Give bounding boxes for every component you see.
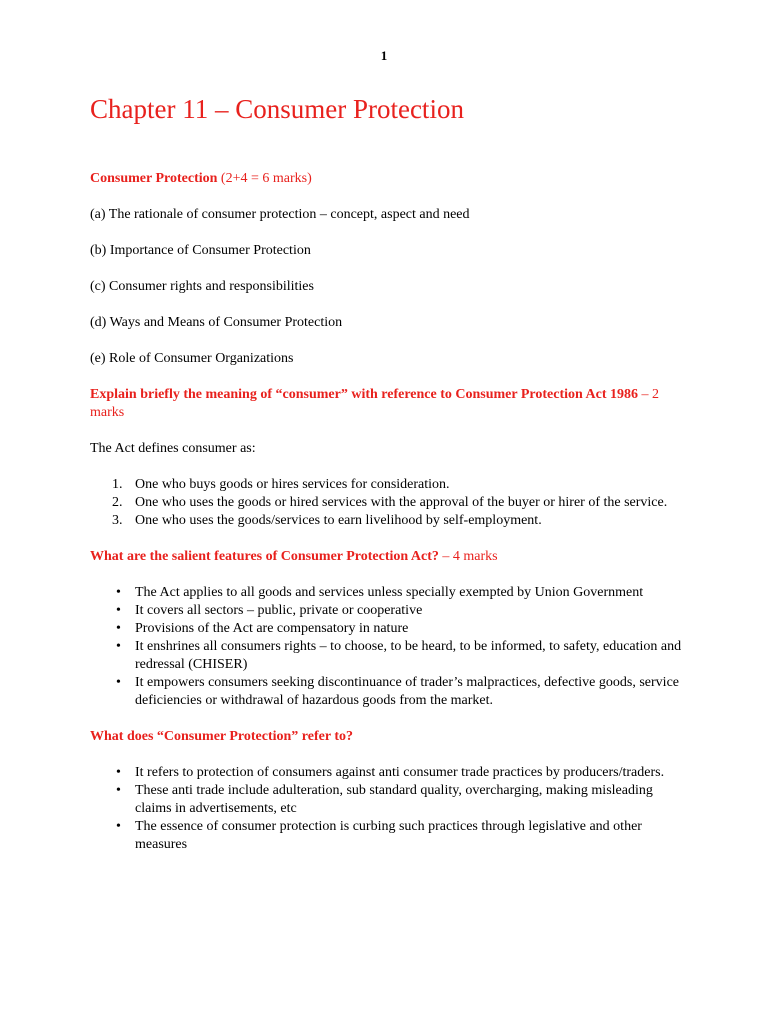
question-heading-consumer-meaning bbox=[90, 386, 690, 422]
bullet-icon: • bbox=[116, 585, 121, 600]
question-text: Explain briefly the meaning of “consumer” with reference to Consumer Protection Act 1986 bbox=[90, 387, 639, 402]
page-number: 1 bbox=[380, 48, 388, 63]
list-item-text: These anti trade include adulteration, sub standard quality, overcharging, making misleading claims in advertisements, etc bbox=[135, 783, 653, 816]
document-body bbox=[90, 91, 690, 872]
syllabus-heading bbox=[90, 170, 690, 188]
consumer-definition-intro: The Act defines consumer as: bbox=[90, 441, 256, 456]
list-item bbox=[90, 638, 690, 674]
list-item bbox=[90, 584, 690, 602]
salient-features-list bbox=[90, 584, 690, 710]
list-item bbox=[90, 494, 690, 512]
question-text: What are the salient features of Consumer Protection Act? bbox=[90, 549, 439, 564]
syllabus-item: (b) Importance of Consumer Protection bbox=[90, 243, 311, 258]
list-item bbox=[90, 674, 690, 710]
bullet-icon: • bbox=[116, 675, 121, 690]
list-item bbox=[90, 764, 690, 782]
consumer-definition-list bbox=[90, 476, 690, 530]
syllabus-item: (a) The rationale of consumer protection – concept, aspect and need bbox=[90, 207, 470, 222]
list-number: 2. bbox=[112, 495, 123, 510]
list-number: 3. bbox=[112, 513, 123, 528]
syllabus-heading-marks: (2+4 = 6 marks) bbox=[217, 171, 312, 186]
list-item-text: It refers to protection of consumers against anti consumer trade practices by producers/traders. bbox=[135, 765, 665, 780]
question-heading-consumer-protection bbox=[90, 728, 690, 746]
list-item bbox=[90, 782, 690, 818]
list-item-text: It empowers consumers seeking discontinuance of trader’s malpractices, defective goods, service deficiencies or withdrawal of hazardous goods from the market. bbox=[135, 675, 679, 708]
bullet-icon: • bbox=[116, 819, 121, 834]
list-number: 1. bbox=[112, 477, 123, 492]
syllabus-item: (e) Role of Consumer Organizations bbox=[90, 351, 294, 366]
question-marks: – 4 marks bbox=[438, 549, 498, 564]
bullet-icon: • bbox=[116, 765, 121, 780]
list-item-text: Provisions of the Act are compensatory in nature bbox=[135, 621, 409, 636]
question-heading-salient-features bbox=[90, 548, 690, 566]
list-item bbox=[90, 602, 690, 620]
list-item-text: One who buys goods or hires services for consideration. bbox=[135, 477, 450, 492]
consumer-protection-list bbox=[90, 764, 690, 854]
list-item-text: It covers all sectors – public, private or cooperative bbox=[135, 603, 423, 618]
syllabus-heading-title: Consumer Protection bbox=[90, 171, 218, 186]
chapter-title: Chapter 11 – Consumer Protection bbox=[90, 94, 464, 124]
list-item bbox=[90, 620, 690, 638]
bullet-icon: • bbox=[116, 621, 121, 636]
bullet-icon: • bbox=[116, 603, 121, 618]
list-item-text: The essence of consumer protection is curbing such practices through legislative and other measures bbox=[135, 819, 642, 852]
list-item-text: One who uses the goods or hired services with the approval of the buyer or hirer of the service. bbox=[135, 495, 668, 510]
question-marks: – 2 marks bbox=[90, 387, 660, 420]
list-item bbox=[90, 512, 690, 530]
syllabus-item: (c) Consumer rights and responsibilities bbox=[90, 279, 314, 294]
list-item-text: It enshrines all consumers rights – to choose, to be heard, to be informed, to safety, education and redressal (CHISER) bbox=[135, 639, 682, 672]
question-text: What does “Consumer Protection” refer to? bbox=[90, 729, 353, 744]
syllabus-item: (d) Ways and Means of Consumer Protection bbox=[90, 315, 343, 330]
list-item-text: The Act applies to all goods and services unless specially exempted by Union Government bbox=[135, 585, 644, 600]
list-item-text: One who uses the goods/services to earn livelihood by self-employment. bbox=[135, 513, 542, 528]
bullet-icon: • bbox=[116, 639, 121, 654]
list-item bbox=[90, 818, 690, 854]
list-item bbox=[90, 476, 690, 494]
bullet-icon: • bbox=[116, 783, 121, 798]
